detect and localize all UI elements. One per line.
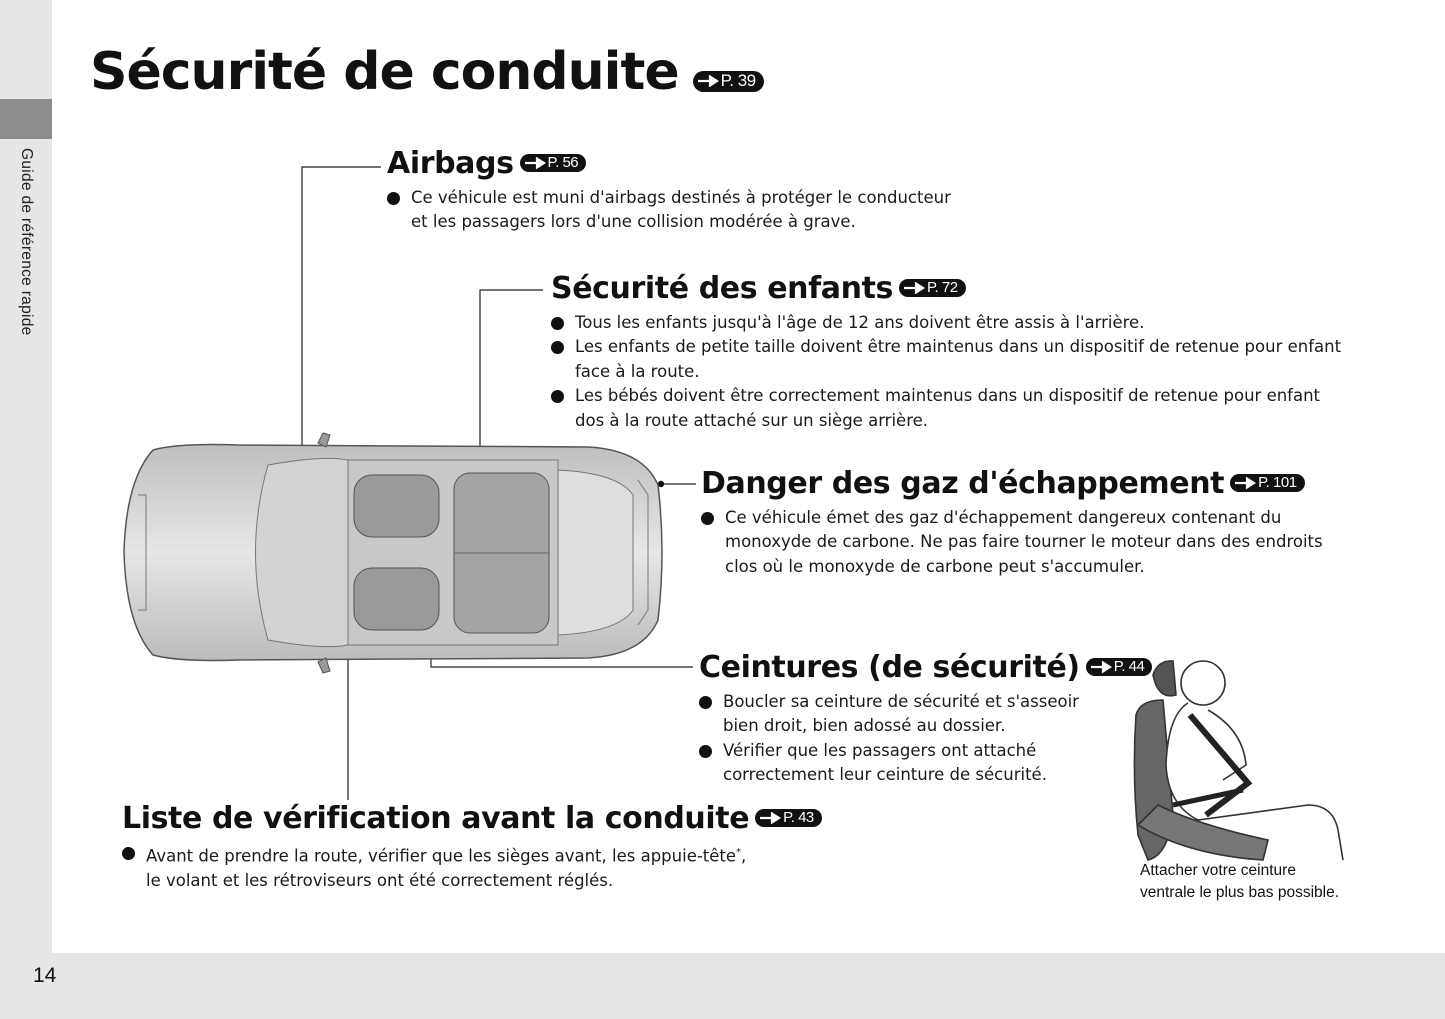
bullet-dot-icon [701, 512, 714, 525]
page-number: 14 [33, 964, 57, 987]
caption-line: ventrale le plus bas possible. [1140, 884, 1340, 901]
reference-label: P. 43 [783, 808, 814, 826]
heading-text: Danger des gaz d'échappement [701, 466, 1225, 501]
item-text: Ce véhicule émet des gaz d'échappement dangereux contenant du monoxyde de carbone. Ne pas faire tourner le moteur dans des endroits clos où le monoxyde de carbone peut s'accumuler. [725, 508, 1323, 576]
item-text: Ce véhicule est muni d'airbags destinés à protéger le conducteur et les passagers lors d'une collision modérée à grave. [411, 188, 951, 232]
bullet-dot-icon [122, 847, 135, 860]
car-top-view-illustration [118, 425, 668, 680]
item-text: Tous les enfants jusqu'à l'âge de 12 ans doivent être assis à l'arrière. [575, 313, 1145, 332]
list-item [122, 841, 762, 893]
list-item [551, 311, 1351, 335]
section-heading [701, 466, 1351, 502]
section-heading [122, 801, 822, 837]
bullet-dot-icon [551, 390, 564, 403]
heading-text: Liste de vérification avant la conduite [122, 801, 750, 836]
sidebar-section-label: Guide de référence rapide [18, 148, 35, 336]
section-heading [551, 271, 1351, 307]
item-text-continued: , le volant et les rétroviseurs ont été correctement réglés. [146, 846, 747, 890]
section-exhaust-danger [701, 466, 1351, 579]
list-item [699, 690, 1099, 739]
right-arrow-icon [1090, 661, 1112, 673]
seatbelt-illustration [1128, 655, 1348, 865]
reference-link[interactable] [1230, 474, 1304, 492]
footnote-marker: * [736, 847, 742, 858]
list-item [551, 335, 1351, 384]
bullet-dot-icon [551, 341, 564, 354]
list-item [551, 384, 1351, 433]
right-arrow-icon [524, 157, 546, 169]
heading-text: Airbags [387, 146, 514, 181]
section-pre-driving-checklist [122, 801, 822, 893]
list-item [699, 739, 1099, 788]
bullet-dot-icon [699, 745, 712, 758]
item-text: Boucler sa ceinture de sécurité et s'asseoir bien droit, bien adossé au dossier. [723, 692, 1079, 736]
reference-link[interactable] [520, 154, 587, 172]
reference-label: P. 101 [1258, 473, 1297, 491]
section-seatbelts [699, 650, 1152, 788]
list-item [387, 186, 967, 235]
section-airbags [387, 146, 967, 235]
reference-label: P. 56 [547, 153, 579, 171]
item-text: Avant de prendre la route, vérifier que les sièges avant, les appuie-tête [146, 846, 737, 866]
caption-line: Attacher votre ceinture [1140, 862, 1296, 879]
reference-label: P. 72 [926, 278, 958, 296]
page-title-text: Sécurité de conduite [90, 42, 679, 102]
right-arrow-icon [903, 282, 925, 294]
item-text: Les enfants de petite taille doivent être maintenus dans un dispositif de retenue pour enfant face à la route. [575, 337, 1342, 381]
section-heading [699, 650, 1152, 686]
list-item [701, 506, 1351, 579]
item-text: Les bébés doivent être correctement maintenus dans un dispositif de retenue pour enfant dos à la route attaché sur un siège arrière. [575, 386, 1321, 430]
heading-text: Sécurité des enfants [551, 271, 893, 306]
right-arrow-icon [1234, 477, 1256, 489]
reference-link[interactable] [755, 809, 822, 827]
heading-text: Ceintures (de sécurité) [699, 650, 1080, 685]
reference-link[interactable] [899, 279, 966, 297]
section-children-safety [551, 271, 1351, 433]
section-heading [387, 146, 967, 182]
page-reference-label: P. 39 [720, 71, 756, 90]
bullet-dot-icon [551, 317, 564, 330]
item-text: Vérifier que les passagers ont attaché correctement leur ceinture de sécurité. [723, 740, 1047, 785]
reference-label: P. 44 [1113, 657, 1145, 675]
bullet-dot-icon [699, 696, 712, 709]
illustration-caption [1140, 860, 1339, 904]
bullet-dot-icon [387, 192, 400, 205]
right-arrow-icon [759, 812, 781, 824]
